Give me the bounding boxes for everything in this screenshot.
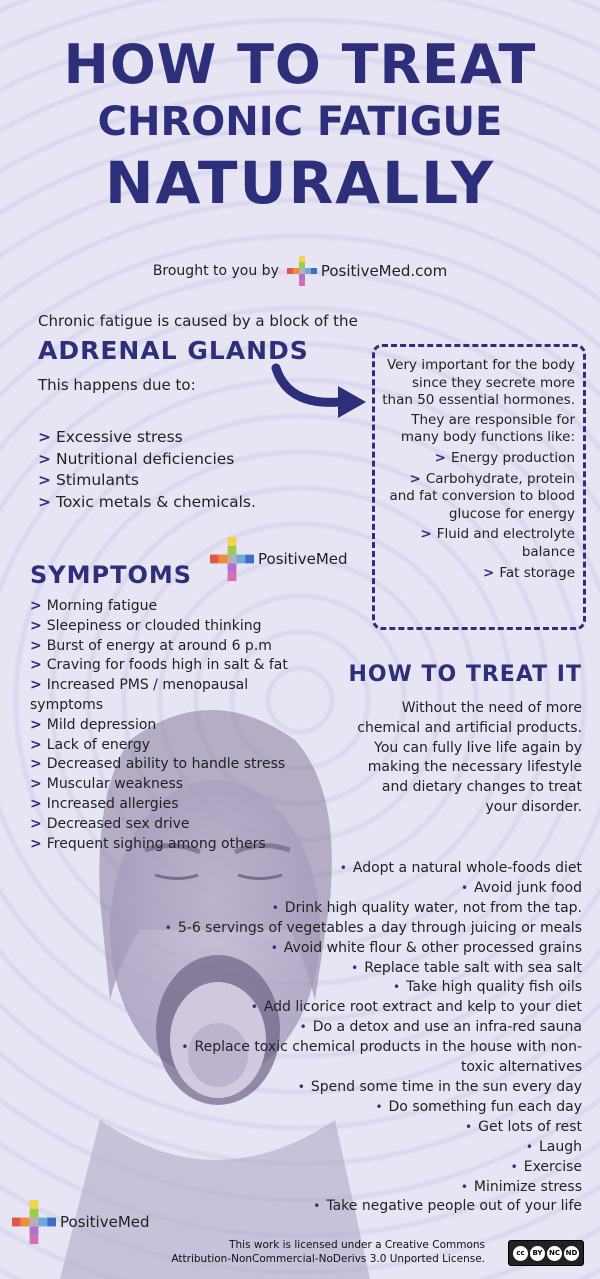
list-item: > Decreased sex drive bbox=[30, 815, 190, 832]
bullet-icon: • bbox=[164, 920, 172, 935]
list-item: • Spend some time in the sun every day bbox=[297, 1078, 582, 1095]
list-item: > Carbohydrate, protein and fat conversion to blood glucose for energy bbox=[389, 470, 575, 522]
nd-icon: ND bbox=[564, 1246, 579, 1261]
intro-text: Chronic fatigue is caused by a block of the bbox=[38, 312, 358, 330]
adrenal-importance-text: Very important for the body since they secrete more than 50 essential hormones. bbox=[382, 357, 575, 409]
license-line-1: This work is licensed under a Creative Commons bbox=[229, 1239, 485, 1251]
adrenal-functions-intro: They are responsible for many body functions like: bbox=[400, 411, 575, 446]
bullet-icon: • bbox=[297, 1079, 305, 1094]
bullet-icon: • bbox=[510, 1159, 518, 1174]
list-item: > Morning fatigue bbox=[30, 598, 158, 614]
list-item: • Adopt a natural whole-foods diet bbox=[339, 860, 582, 876]
list-item: • Do something fun each day bbox=[375, 1098, 582, 1115]
license-text[interactable] bbox=[150, 1238, 485, 1266]
title-line-2: CHRONIC FATIGUE bbox=[97, 99, 503, 145]
list-item: > Lack of energy bbox=[30, 736, 151, 753]
list-item: > Muscular weakness bbox=[30, 776, 184, 793]
chevron-right-icon: > bbox=[38, 428, 51, 446]
chevron-right-icon: > bbox=[30, 657, 42, 674]
bullet-icon: • bbox=[339, 861, 347, 875]
positivemed-logo-footer[interactable] bbox=[12, 1200, 150, 1244]
list-item: • Add licorice root extract and kelp to your diet bbox=[250, 999, 582, 1016]
list-item: • Drink high quality water, not from the tap. bbox=[271, 899, 582, 916]
symptoms-heading: SYMPTOMS bbox=[30, 561, 193, 589]
adrenal-heading: ADRENAL GLANDS bbox=[38, 336, 309, 365]
positivemed-logo-mid[interactable] bbox=[210, 537, 348, 581]
bullet-icon: • bbox=[313, 1199, 321, 1214]
list-item: • Laugh bbox=[525, 1138, 582, 1155]
brand-name: PositiveMed bbox=[258, 550, 348, 568]
chevron-right-icon: > bbox=[30, 617, 42, 634]
title-line-1: HOW TO TREAT bbox=[63, 33, 537, 96]
list-item: • Replace table salt with sea salt bbox=[351, 959, 582, 976]
list-item: • Do a detox and use an infra-red sauna bbox=[299, 1019, 582, 1036]
chevron-right-icon: > bbox=[420, 526, 432, 543]
chevron-right-icon: > bbox=[30, 815, 42, 832]
bullet-icon: • bbox=[393, 980, 401, 995]
list-item: > Mild depression bbox=[30, 716, 157, 733]
list-item: > Energy production bbox=[434, 449, 575, 466]
title-block bbox=[0, 33, 600, 217]
chevron-right-icon: > bbox=[30, 637, 42, 654]
chevron-right-icon: > bbox=[30, 756, 42, 773]
bullet-icon: • bbox=[270, 940, 278, 955]
list-item: > Burst of energy at around 6 p.m bbox=[30, 637, 272, 654]
chevron-right-icon: > bbox=[30, 776, 42, 793]
plus-cross-icon bbox=[12, 1200, 56, 1244]
list-item: > Frequent sighing among others bbox=[30, 835, 266, 852]
list-item: > Nutritional deficiencies bbox=[38, 449, 235, 468]
license-line-2: Attribution-NonCommercial-NoDerivs 3.0 Unported License. bbox=[171, 1253, 485, 1265]
cc-icon: cc bbox=[513, 1246, 528, 1261]
by-icon: BY bbox=[530, 1246, 545, 1261]
treatment-paragraph: Without the need of more chemical and artificial products. You can fully live life again by making the necessary lifestyle and dietary changes to treat your disorder. bbox=[357, 700, 582, 815]
title-line-3: NATURALLY bbox=[104, 149, 495, 217]
chevron-right-icon: > bbox=[30, 835, 42, 852]
list-item: • Avoid white flour & other processed grains bbox=[270, 939, 582, 956]
list-item: • Get lots of rest bbox=[465, 1118, 582, 1135]
list-item: > Increased allergies bbox=[30, 795, 179, 812]
byline-prefix: Brought to you by bbox=[152, 263, 279, 279]
chevron-right-icon: > bbox=[30, 598, 42, 614]
list-item: • Replace toxic chemical products in the house with non-toxic alternatives bbox=[181, 1039, 582, 1076]
chevron-right-icon: > bbox=[30, 677, 42, 694]
chevron-right-icon: > bbox=[38, 471, 51, 489]
bullet-icon: • bbox=[299, 1020, 307, 1035]
positivemed-logo[interactable] bbox=[287, 256, 447, 286]
list-item: > Excessive stress bbox=[38, 428, 183, 446]
chevron-right-icon: > bbox=[409, 470, 421, 487]
brand-name: PositiveMed.com bbox=[320, 262, 448, 280]
list-item: > Fluid and electrolyte balance bbox=[420, 526, 575, 560]
list-item: • Minimize stress bbox=[460, 1178, 582, 1195]
bullet-icon: • bbox=[351, 960, 359, 975]
byline bbox=[0, 256, 600, 286]
nc-icon: NC bbox=[547, 1246, 562, 1261]
list-item: • Take high quality fish oils bbox=[393, 979, 582, 996]
list-item: > Craving for foods high in salt & fat bbox=[30, 657, 288, 674]
plus-cross-icon bbox=[287, 256, 317, 286]
functions-list bbox=[381, 450, 575, 582]
bullet-icon: • bbox=[460, 1179, 468, 1194]
tips-list bbox=[162, 859, 582, 1217]
bullet-icon: • bbox=[460, 880, 469, 895]
bullet-icon: • bbox=[525, 1139, 533, 1154]
list-item: • Take negative people out of your life bbox=[313, 1198, 582, 1215]
bullet-icon: • bbox=[250, 1000, 258, 1015]
bullet-icon: • bbox=[465, 1119, 473, 1134]
chevron-right-icon: > bbox=[434, 449, 446, 466]
creative-commons-badge[interactable] bbox=[508, 1240, 584, 1266]
causes-list bbox=[38, 427, 256, 513]
plus-cross-icon bbox=[210, 537, 254, 581]
curved-arrow-icon bbox=[268, 362, 372, 422]
chevron-right-icon: > bbox=[30, 716, 42, 733]
treatment-heading: HOW TO TREAT IT bbox=[348, 662, 582, 687]
bullet-icon: • bbox=[271, 900, 279, 915]
chevron-right-icon: > bbox=[30, 736, 42, 753]
list-item: • 5-6 servings of vegetables a day through juicing or meals bbox=[164, 919, 582, 936]
chevron-right-icon: > bbox=[30, 795, 42, 812]
chevron-right-icon: > bbox=[38, 492, 51, 511]
chevron-right-icon: > bbox=[38, 449, 51, 468]
list-item: > Toxic metals & chemicals. bbox=[38, 492, 256, 511]
list-item: > Fat storage bbox=[483, 564, 575, 581]
chevron-right-icon: > bbox=[483, 564, 495, 581]
brand-name: PositiveMed bbox=[60, 1213, 150, 1231]
adrenal-info-box bbox=[372, 344, 586, 630]
bullet-icon: • bbox=[375, 1099, 383, 1114]
list-item: > Decreased ability to handle stress bbox=[30, 756, 286, 773]
list-item: • Avoid junk food bbox=[460, 879, 582, 896]
list-item: > Increased PMS / menopausal symptoms bbox=[30, 677, 249, 713]
due-to-text: This happens due to: bbox=[38, 376, 196, 394]
symptoms-list bbox=[30, 597, 320, 854]
list-item: > Stimulants bbox=[38, 471, 139, 489]
list-item: > Sleepiness or clouded thinking bbox=[30, 617, 262, 634]
bullet-icon: • bbox=[181, 1040, 189, 1055]
list-item: • Exercise bbox=[510, 1158, 582, 1175]
